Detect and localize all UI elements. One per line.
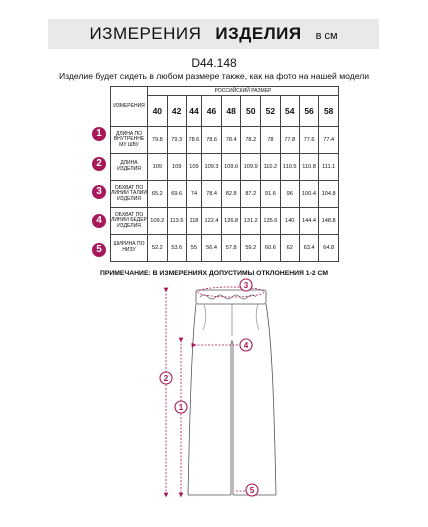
mark-4: [240, 339, 252, 351]
cell-value: 78.4: [202, 181, 222, 208]
row-label: ОБХВАТ ПО ЛИНИИ ТАЛИИ ИЗДЕЛИЯ: [111, 181, 148, 208]
size-header: 54: [280, 96, 299, 127]
cell-value: 126.8: [221, 208, 241, 235]
mark-label: 3: [243, 281, 249, 290]
cell-value: 57.8: [221, 235, 241, 262]
size-header: 56: [299, 96, 319, 127]
cell-value: 109.6: [221, 154, 241, 181]
size-header: 58: [319, 96, 339, 127]
cell-value: 91.6: [261, 181, 281, 208]
row-number-badge: 1: [92, 127, 106, 141]
cell-value: 111.1: [319, 154, 339, 181]
mark-label: 5: [249, 486, 255, 495]
mark-5: [246, 484, 258, 496]
cell-value: 110.8: [299, 154, 319, 181]
size-header: 50: [241, 96, 261, 127]
cell-value: 110.5: [280, 154, 299, 181]
mark-2: [160, 372, 172, 384]
cell-value: 78.6: [186, 127, 202, 154]
cell-value: 59.2: [241, 235, 261, 262]
right-leg-outer: [266, 304, 276, 495]
row-label: ОБХВАТ ПО ЛИНИИ БЕДЕР ИЗДЕЛИЯ: [111, 208, 148, 235]
cell-value: 122.4: [202, 208, 222, 235]
cell-value: 109.2: [148, 208, 168, 235]
article-number: D44.148: [191, 56, 237, 70]
cell-value: 74: [186, 181, 202, 208]
cell-value: 63.4: [299, 235, 319, 262]
size-header: 48: [221, 96, 241, 127]
cell-value: 131.2: [241, 208, 261, 235]
cell-value: 109: [148, 154, 168, 181]
row-label: ДЛИНА ПО ВНУТРЕННЕ МУ ШВУ: [111, 127, 148, 154]
left-leg-outer: [188, 304, 196, 495]
row-number-badge: 2: [92, 157, 106, 171]
inner-legs: [231, 341, 233, 496]
cell-value: 78.2: [241, 127, 261, 154]
cell-value: 109: [186, 154, 202, 181]
cell-value: 78.6: [202, 127, 222, 154]
size-header: 52: [261, 96, 281, 127]
mark-3: [240, 279, 252, 291]
mark-1: [175, 401, 187, 413]
cell-value: 82.8: [221, 181, 241, 208]
cell-value: 135.6: [261, 208, 281, 235]
fit-note: Изделие будет сидеть в любом размере также, как на фото на нашей модели: [58, 71, 370, 81]
cell-value: 62: [280, 235, 299, 262]
size-header: 40: [148, 96, 168, 127]
cell-value: 109: [167, 154, 186, 181]
cell-value: 77.8: [280, 127, 299, 154]
cell-value: 79.3: [167, 127, 186, 154]
cell-value: 78.4: [221, 127, 241, 154]
cell-value: 77.6: [299, 127, 319, 154]
size-header: 46: [202, 96, 222, 127]
size-header: 44: [186, 96, 202, 127]
cell-value: 140: [280, 208, 299, 235]
mark-label: 4: [243, 341, 249, 350]
cell-value: 110.2: [261, 154, 281, 181]
cell-value: 53.6: [167, 235, 186, 262]
waist-measure: [198, 287, 264, 297]
cell-value: 148.8: [319, 208, 339, 235]
cell-value: 56.4: [202, 235, 222, 262]
cell-value: 55: [186, 235, 202, 262]
mark-label: 2: [163, 374, 169, 383]
mark-label: 1: [178, 403, 184, 412]
title-unit: в см: [315, 30, 338, 42]
cell-value: 64.8: [319, 235, 339, 262]
row-number-badge: 3: [92, 185, 106, 199]
cell-value: 65.2: [148, 181, 168, 208]
size-region-header: РОССИЙСКИЙ РАЗМЕР: [148, 87, 339, 96]
row-number-badge: 4: [92, 214, 106, 228]
cell-value: 52.2: [148, 235, 168, 262]
trousers-outline: [188, 290, 276, 495]
cell-value: 78: [261, 127, 281, 154]
size-header: 42: [167, 96, 186, 127]
cell-value: 104.8: [319, 181, 339, 208]
cell-value: 100.4: [299, 181, 319, 208]
cell-value: 79.8: [148, 127, 168, 154]
row-number-badge: 5: [92, 243, 106, 257]
cell-value: 77.4: [319, 127, 339, 154]
cell-value: 109.3: [202, 154, 222, 181]
cell-value: 113.6: [167, 208, 186, 235]
tolerance-note: ПРИМЕЧАНИЕ: В ИЗМЕРЕНИЯХ ДОПУСТИМЫ ОТКЛОНЕНИЯ 1-2 СМ: [99, 270, 329, 277]
title-word-measurements: ИЗМЕРЕНИЯ: [89, 24, 202, 43]
corner-label: ИЗМЕРЕНИЯ: [111, 87, 148, 127]
row-label: ДЛИНА ИЗДЕЛИЯ: [111, 154, 148, 181]
title-word-item: ИЗДЕЛИЯ: [215, 24, 302, 43]
cell-value: 96: [280, 181, 299, 208]
row-label: ШИРИНА ПО НИЗУ: [111, 235, 148, 262]
cell-value: 60.6: [261, 235, 281, 262]
cell-value: 69.6: [167, 181, 186, 208]
cell-value: 144.4: [299, 208, 319, 235]
cell-value: 118: [186, 208, 202, 235]
cell-value: 109.9: [241, 154, 261, 181]
cell-value: 87.2: [241, 181, 261, 208]
